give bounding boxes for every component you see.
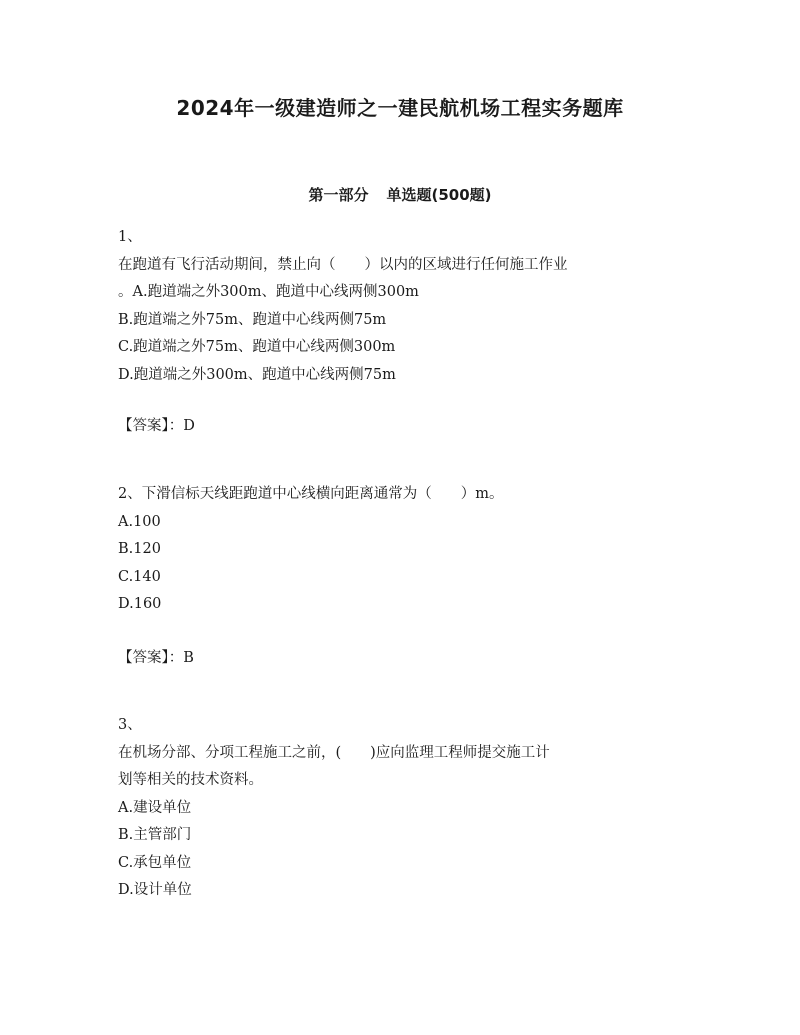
question-1 xyxy=(118,224,688,389)
answer-value: D xyxy=(183,418,195,434)
option-a: A.建设单位 xyxy=(118,799,192,816)
option-d: D.跑道端之外300m、跑道中心线两侧75m xyxy=(118,366,396,383)
section-name: 单选题(500题) xyxy=(386,186,492,204)
section-title xyxy=(0,183,800,207)
question-stem-line: 。A.跑道端之外300m、跑道中心线两侧300m xyxy=(118,284,419,300)
document-title: 2024年一级建造师之一建民航机场工程实务题库 xyxy=(176,96,624,120)
question-stem-line: 划等相关的技术资料。 xyxy=(118,772,263,788)
option-d: D.设计单位 xyxy=(118,882,192,898)
question-stem-line: 2、下滑信标天线距跑道中心线横向距离通常为（ ）m。 xyxy=(118,486,504,502)
option-d: D.160 xyxy=(118,596,162,612)
option-c: C.140 xyxy=(118,568,161,585)
question-2 xyxy=(118,481,688,619)
option-b: B.主管部门 xyxy=(118,827,192,843)
section-part: 第一部分 xyxy=(308,186,369,204)
answer-label: 【答案】： xyxy=(118,418,184,434)
option-b: B.跑道端之外75m、跑道中心线两侧75m xyxy=(118,311,387,328)
question-stem-line: 在跑道有飞行活动期间，禁止向（ ）以内的区域进行任何施工作业 xyxy=(118,256,568,273)
question-3 xyxy=(118,712,688,905)
option-c: C.跑道端之外75m、跑道中心线两侧300m xyxy=(118,339,396,355)
question-stem-line: 在机场分部、分项工程施工之前，( )应向监理工程师提交施工计 xyxy=(118,744,550,761)
option-c: C.承包单位 xyxy=(118,854,192,871)
option-a: A.100 xyxy=(118,513,161,530)
answer-label: 【答案】： xyxy=(118,650,184,666)
answer-2 xyxy=(118,645,688,673)
answer-1 xyxy=(118,413,688,441)
answer-value: B xyxy=(183,650,194,666)
option-b: B.120 xyxy=(118,541,161,557)
question-number: 3、 xyxy=(118,717,142,733)
question-number: 1、 xyxy=(118,229,142,245)
